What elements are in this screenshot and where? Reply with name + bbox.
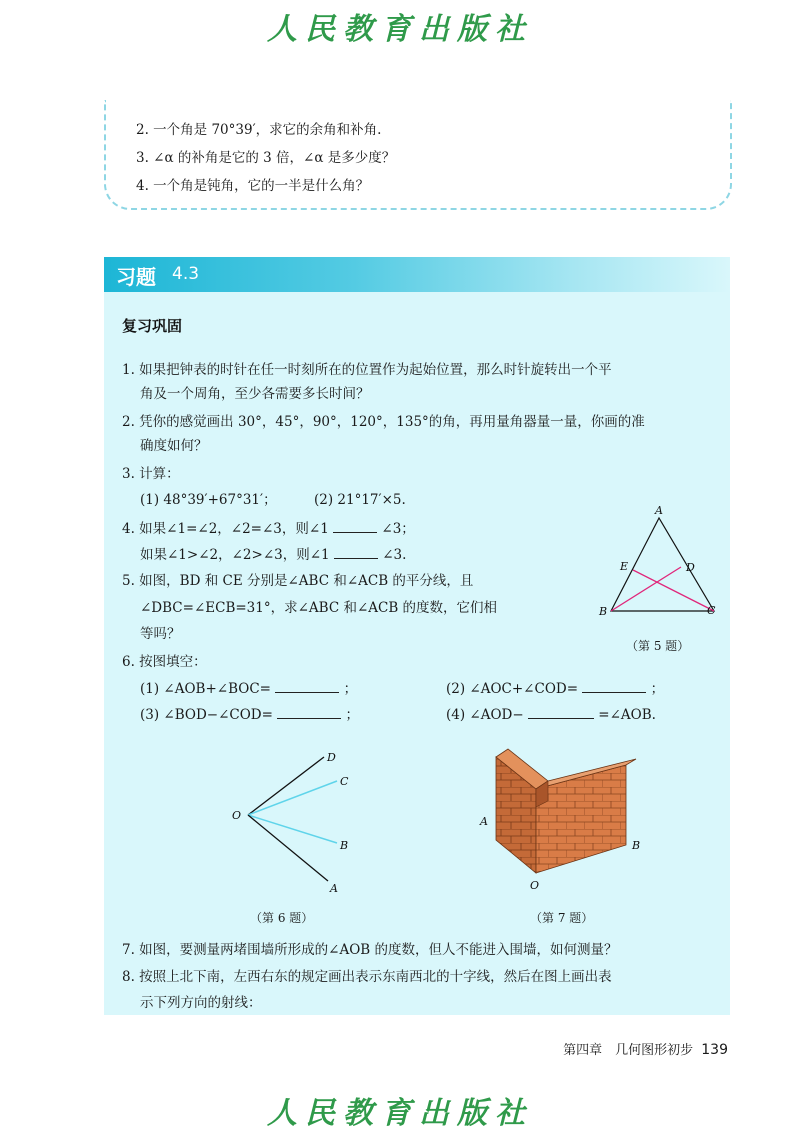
chapter-title: 第四章 几何图形初步 <box>563 1043 694 1058</box>
problem-8-line-2: 示下列方向的射线： <box>140 995 262 1011</box>
answer-blank[interactable] <box>582 678 646 693</box>
publisher-watermark-top: 人民教育出版社 <box>267 12 533 47</box>
ray-ob <box>248 815 337 843</box>
practice-item-3: 3. ∠α 的补角是它的 3 倍，∠α 是多少度？ <box>136 150 396 166</box>
label-o: O <box>232 809 242 822</box>
exercise-section <box>104 257 730 1015</box>
answer-blank[interactable] <box>333 518 377 533</box>
problem-8-line-1: 8. 按照上北下南，左西右东的规定画出表示东南西北的十字线，然后在图上画出表 <box>122 969 612 985</box>
label-c: C <box>707 604 716 617</box>
problem-6-intro: 6. 按图填空： <box>122 654 207 670</box>
figure-5-caption: （第 5 题） <box>626 639 690 653</box>
answer-blank[interactable] <box>528 704 594 719</box>
problem-6-item-4 <box>446 704 656 725</box>
practice-item-2: 2. 一个角是 70°39′，求它的余角和补角. <box>136 122 382 138</box>
ray-oa <box>248 815 328 881</box>
problem-5-line-3: 等吗？ <box>140 626 181 642</box>
publisher-watermark-bottom: 人民教育出版社 <box>267 1096 533 1131</box>
label-b: B <box>340 839 349 852</box>
problem-6-1-text: (1) ∠AOB+∠BOC= <box>140 681 271 697</box>
problem-4-line-2 <box>140 544 406 565</box>
practice-item-4: 4. 一个角是钝角，它的一半是什么角？ <box>136 178 370 194</box>
label-e: E <box>620 560 629 573</box>
problem-2-line-1: 2. 凭你的感觉画出 30°，45°，90°，120°，135°的角，再用量角器量一量，你画的准 <box>122 414 645 430</box>
problem-3-intro: 3. 计算： <box>122 466 180 482</box>
label-b: B <box>632 839 641 852</box>
page-number: 139 <box>701 1042 728 1058</box>
problem-6-3-text: (3) ∠BOD−∠COD= <box>140 707 273 723</box>
label-a: A <box>330 882 338 895</box>
problem-6-4-end: =∠AOB. <box>598 707 656 723</box>
figure-5-triangle <box>594 504 724 624</box>
label-d: D <box>327 751 336 764</box>
figure-7-caption: （第 7 题） <box>530 911 594 925</box>
page-footer <box>563 1039 728 1058</box>
semicolon: ； <box>345 707 360 723</box>
problem-6-2-text: (2) ∠AOC+∠COD= <box>446 681 579 697</box>
section-title: 习题 <box>116 265 156 289</box>
exercise-header <box>104 257 730 292</box>
subsection-title: 复习巩固 <box>122 317 183 335</box>
label-b: B <box>599 605 608 618</box>
problem-4-line-1 <box>122 518 415 539</box>
problem-5-line-1: 5. 如图，BD 和 CE 分别是∠ABC 和∠ACB 的平分线，且 <box>122 573 474 589</box>
section-number: 4.3 <box>172 264 200 284</box>
label-o: O <box>530 879 540 892</box>
problem-6-item-3 <box>140 704 359 725</box>
answer-blank[interactable] <box>275 678 339 693</box>
problem-4a-text: 4. 如果∠1=∠2，∠2=∠3，则∠1 <box>122 521 329 537</box>
label-c: C <box>340 775 349 788</box>
ray-od <box>248 757 324 815</box>
problem-3-part-1: (1) 48°39′+67°31′； <box>140 492 277 508</box>
practice-box <box>104 100 732 210</box>
figure-6-rays <box>224 745 364 895</box>
problem-6-item-2 <box>446 678 664 699</box>
answer-blank[interactable] <box>334 544 378 559</box>
figure-7-brick-walls <box>476 745 656 895</box>
semicolon: ； <box>650 681 665 697</box>
label-a: A <box>480 815 488 828</box>
ray-oc <box>248 781 337 815</box>
label-a: A <box>655 504 663 517</box>
label-d: D <box>686 561 695 574</box>
problem-1-line-2: 角及一个周角，至少各需要多长时间？ <box>140 386 370 402</box>
problem-1-line-1: 1. 如果把钟表的时针在任一时刻所在的位置作为起始位置，那么时针旋转出一个平 <box>122 362 612 378</box>
problem-3-part-2: (2) 21°17′×5. <box>314 492 406 508</box>
problem-6-item-1 <box>140 678 357 699</box>
problem-5-line-2: ∠DBC=∠ECB=31°，求∠ABC 和∠ACB 的度数，它们相 <box>140 600 498 616</box>
figure-6-caption: （第 6 题） <box>250 911 314 925</box>
problem-7: 7. 如图，要测量两堵围墙所形成的∠AOB 的度数，但人不能进入围墙，如何测量？ <box>122 942 618 958</box>
problem-4a-end: ∠3； <box>381 521 415 537</box>
problem-4b-end: ∠3. <box>382 547 407 563</box>
semicolon: ； <box>343 681 358 697</box>
answer-blank[interactable] <box>277 704 341 719</box>
problem-4b-text: 如果∠1>∠2，∠2>∠3，则∠1 <box>140 547 330 563</box>
problem-2-line-2: 确度如何？ <box>140 438 208 454</box>
problem-6-4-text: (4) ∠AOD− <box>446 707 524 723</box>
